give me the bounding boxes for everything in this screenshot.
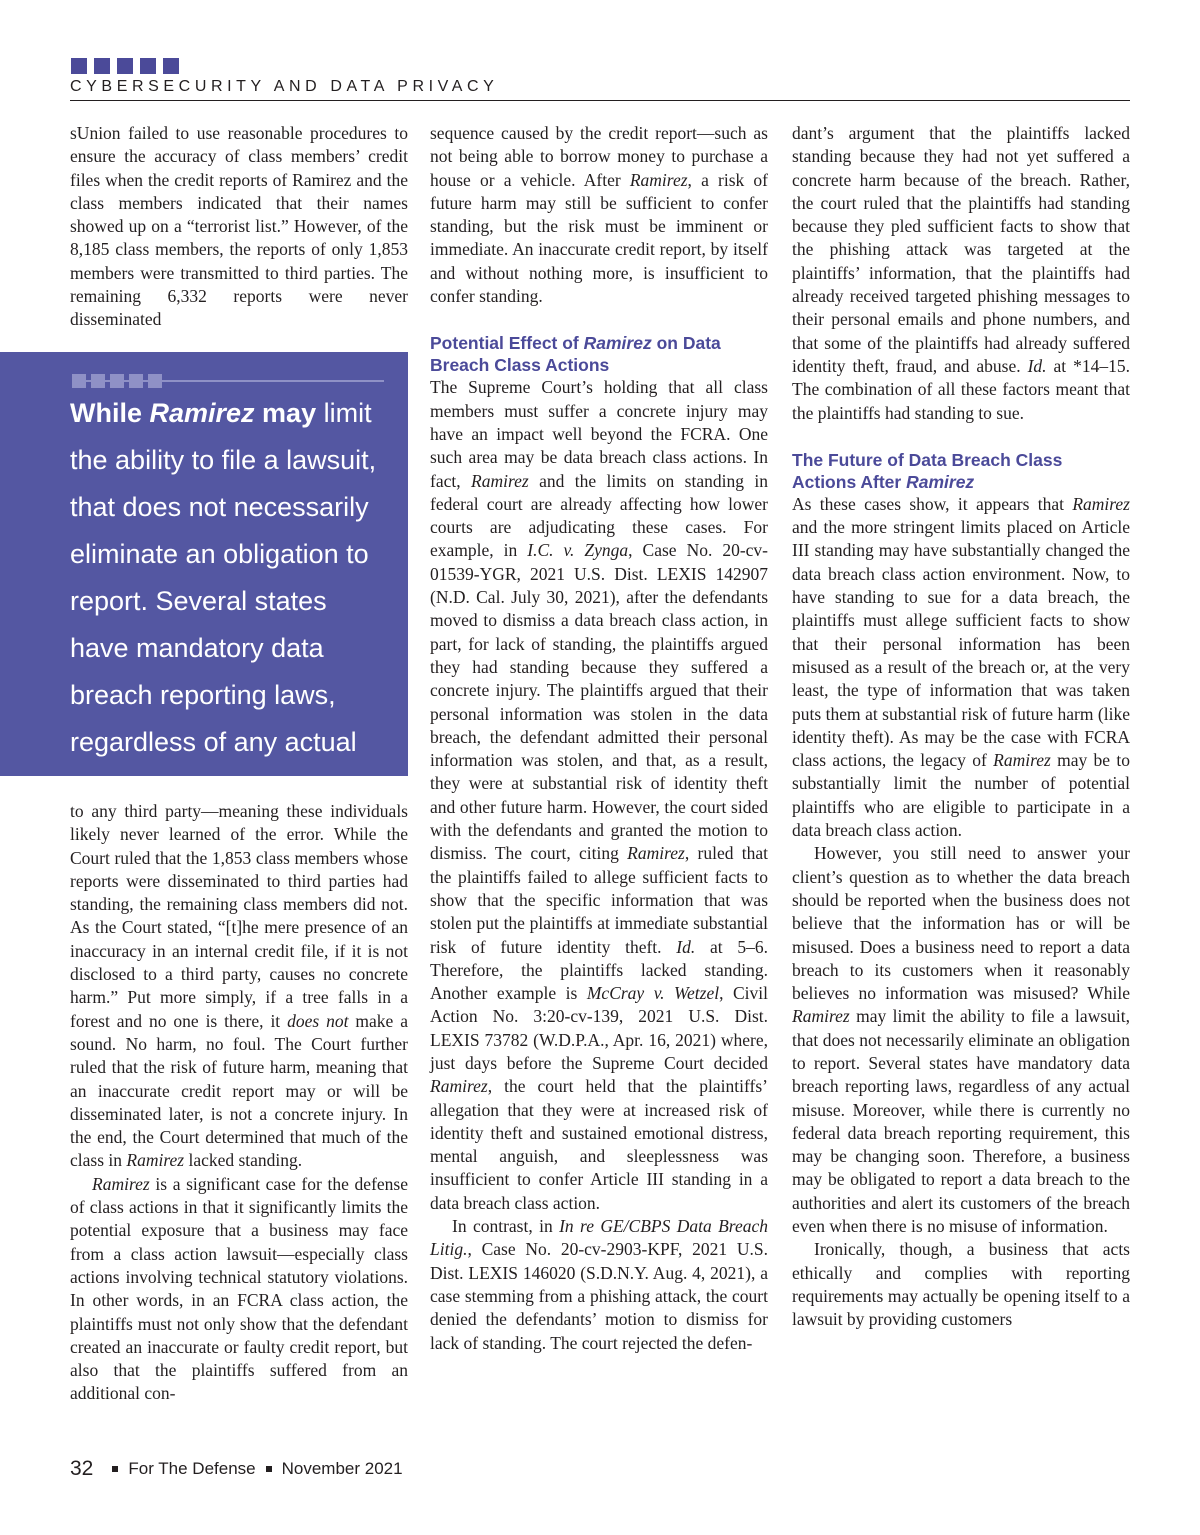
footer-bullet bbox=[112, 1466, 118, 1472]
paragraph: However, you still need to answer your client’s question as to whether the data breach should be reported when the business does not believe that the information has or will be misused. Does a business need to report a data breach to its customers when it reasonably believes no information was misused? While Ramirez may limit the ability to file a lawsuit, that does not necessarily eliminate an obligation to report. Several states have mandatory data breach reporting laws, regardless of any actual misuse. Moreover, while there is currently no federal data breach reporting requirement, this may be changing soon. Therefore, a business may be obligated to report a data breach to the authorities and alert its customers of the breach even when there is no misuse of information. bbox=[792, 843, 1130, 1237]
pull-quote-text bbox=[70, 390, 390, 813]
ornament-square bbox=[72, 374, 86, 388]
subheading-future-of-data-breach: The Future of Data Breach Class Actions After Ramirez bbox=[792, 449, 1063, 492]
section-title: CYBERSECURITY AND DATA PRIVACY bbox=[70, 78, 499, 95]
column-2 bbox=[430, 122, 768, 1355]
paragraph: dant’s argument that the plaintiffs lacked standing because they had not yet suffered a concrete harm because of the breach. Rather, the court ruled that the plaintiffs had standing because they pled sufficient facts to show that the phishing attack was targeted at the plaintiffs’ information, that the plaintiffs had already received targeted phishing messages to their personal emails and phone numbers, and that some of the plaintiffs had already suffered identity theft, fraud, and abuse. Id. at *14–15. The combination of all these factors meant that the plaintiffs had standing to sue. bbox=[792, 123, 1130, 423]
page-number: 32 bbox=[70, 1457, 94, 1480]
column-1-bottom bbox=[70, 800, 408, 1406]
ornament-square bbox=[163, 58, 179, 74]
pull-quote-squares-ornament bbox=[72, 374, 162, 388]
header-rule bbox=[70, 100, 1130, 101]
ornament-square bbox=[94, 58, 110, 74]
paragraph: The Supreme Court’s holding that all class members must suffer a concrete injury may have an impact well beyond the FCRA. One such area may be data breach class actions. In fact, Ramirez and the limits on standing in federal court are already affecting how lower courts are adjudicating these cases. For example, in I.C. v. Zynga, Case No. 20-cv-01539-YGR, 2021 U.S. Dist. LEXIS 142907 (N.D. Cal. July 30, 2021), after the defendants moved to dismiss a data breach class action, in part, for lack of standing, the plaintiffs argued they had standing because they suffered a concrete injury. The plaintiffs argued that their personal information was stolen in the data breach, the defendant admitted their personal information was stolen, and that, as a result, they were at substantial risk of identity theft and other future harm. However, the court sided with the defendants and granted the motion to dismiss. The court, citing Ramirez, ruled that the plaintiffs failed to allege sufficient facts to show that the specific information that was stolen put the plaintiffs at immediate substantial risk of future identity theft. Id. at 5–6. Therefore, the plaintiffs lacked standing. Another example is McCray v. Wetzel, Civil Action No. 3:20-cv-139, 2021 U.S. Dist. LEXIS 73782 (W.D.P.A., Apr. 16, 2021) where, just days before the Supreme Court decided Ramirez, the court held that the plaintiffs’ allegation that they were at increased risk of identity theft and sustained emotional distress, mental anguish, and sleeplessness was insufficient to confer Article III standing in a data breach class action. bbox=[430, 377, 769, 1213]
paragraph: to any third party—meaning these individuals likely never learned of the error. While the Court ruled that the 1,853 class members whose reports were disseminated to third parties had standing, the remaining class members did not. As the Court stated, “[t]he mere presence of an inaccuracy in an internal credit file, if it is not disclosed to a third party, causes no concrete harm.” Put more simply, if a tree falls in a forest and no one is there, it does not make a sound. No harm, no foul. The Court further ruled that the risk of future harm, meaning that an inaccurate credit report may or will be disseminated later, is not a concrete injury. In the end, the Court determined that much of the class in Ramirez lacked standing. bbox=[70, 801, 408, 1171]
ornament-square bbox=[140, 58, 156, 74]
paragraph: sequence caused by the credit report—such as not being able to borrow money to purchase a house or a vehicle. After Ramirez, a risk of future harm may still be sufficient to confer standing, but the risk must be imminent or immediate. An inaccurate credit report, by itself and without nothing more, is insufficient to confer standing. bbox=[430, 123, 768, 307]
ornament-square bbox=[148, 374, 162, 388]
ornament-square bbox=[129, 374, 143, 388]
paragraph: In contrast, in In re GE/CBPS Data Breach Litig., Case No. 20-cv-2903-KPF, 2021 U.S. Dist. LEXIS 146020 (S.D.N.Y. Aug. 4, 2021), a case stemming from a phishing attack, the court denied the defendants’ motion to dismiss for lack of standing. The court rejected the defen- bbox=[430, 1216, 768, 1353]
header-squares-ornament bbox=[71, 58, 179, 74]
pull-quote-body: limit the ability to file a lawsuit, that does not necessarily eliminate an obligation to report. Several states have mandatory data breach reporting laws, regardless of any actual misuse. bbox=[70, 398, 377, 804]
ornament-square bbox=[110, 374, 124, 388]
column-3 bbox=[792, 122, 1130, 1332]
column-1-top bbox=[70, 122, 408, 332]
paragraph: As these cases show, it appears that Ramirez and the more stringent limits placed on Article III standing may have substantially changed the data breach class action environment. Now, to have standing to sue for a data breach, the plaintiffs must allege sufficient facts to show that their personal information has been misused as a result of the breach or, at the very least, the type of information that was taken puts them at substantial risk of future harm (like identity theft). As may be the case with FCRA class actions, the legacy of Ramirez may be to substantially limit the number of potential plaintiffs who are eligible to participate in a data breach class action. bbox=[792, 493, 1130, 841]
page-footer bbox=[70, 1457, 403, 1481]
ornament-square bbox=[117, 58, 133, 74]
ornament-square bbox=[91, 374, 105, 388]
ornament-square bbox=[71, 58, 87, 74]
paragraph: sUnion failed to use reasonable procedures to ensure the accuracy of class members’ credit files when the credit reports of Ramirez and the class members indicated that their names showed up on a “terrorist list.” However, of the 8,185 class members, the reports of only 1,853 members were transmitted to third parties. The remaining 6,332 reports were never disseminated bbox=[70, 123, 408, 330]
issue-date: November 2021 bbox=[281, 1459, 403, 1478]
paragraph: Ramirez is a significant case for the defense of class actions in that it significantly limits the potential exposure that a business may face from a class action lawsuit—especially class actions involving technical statutory violations. In other words, in an FCRA class action, the plaintiffs must not only show that the defendant created an inaccurate or faulty credit report, but also that the plaintiffs suffered from an additional con- bbox=[70, 1173, 408, 1404]
publication-name: For The Defense bbox=[128, 1459, 256, 1478]
footer-bullet bbox=[266, 1466, 272, 1472]
pull-quote bbox=[0, 352, 408, 804]
subheading-potential-effect: Potential Effect of Ramirez on Data Breach Class Actions bbox=[430, 333, 721, 376]
paragraph: Ironically, though, a business that acts ethically and complies with reporting requirements may actually be opening itself to a lawsuit by providing customers bbox=[792, 1239, 1130, 1330]
pull-quote-lead: While Ramirez may bbox=[70, 398, 317, 428]
